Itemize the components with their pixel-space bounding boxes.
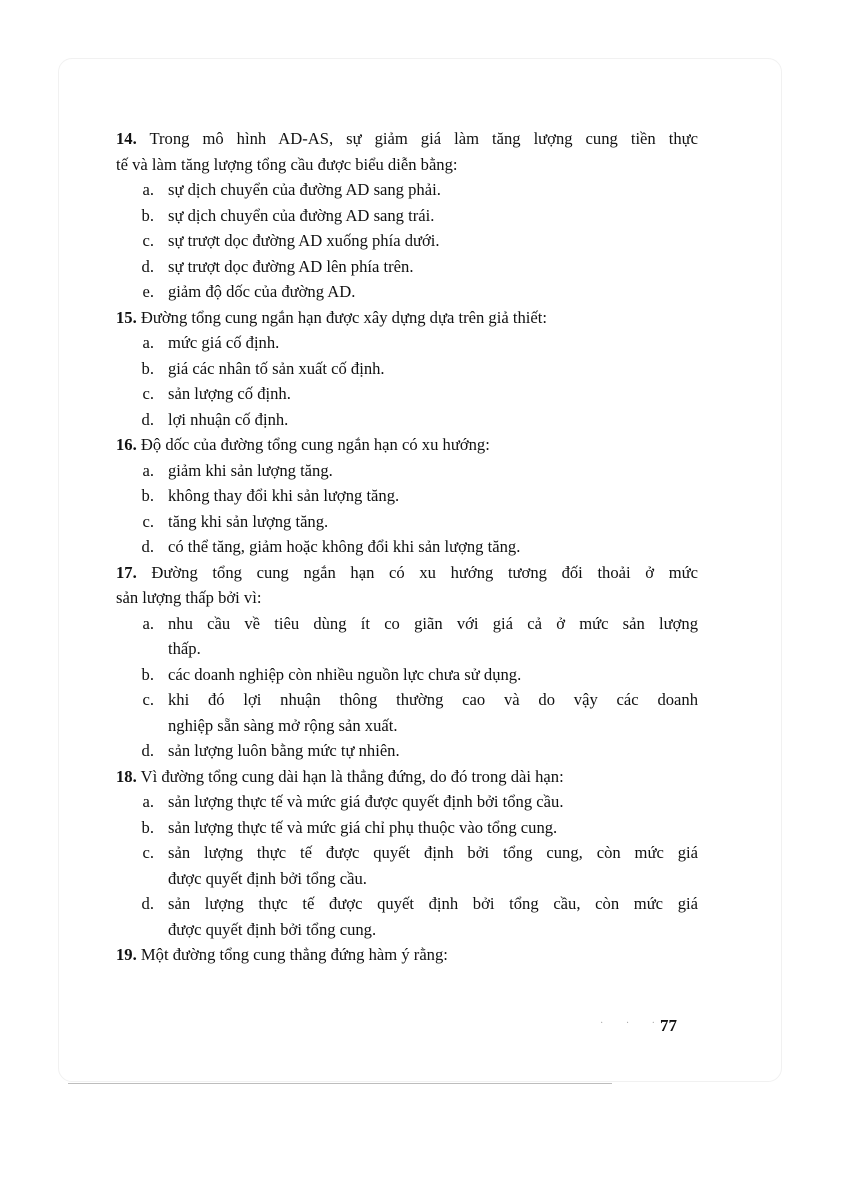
scan-specks: · · · bbox=[600, 1018, 665, 1029]
option-letter: b. bbox=[141, 358, 154, 378]
option-letter: c. bbox=[142, 843, 154, 862]
option-text-line: khi đó lợi nhuận thông thường cao và do vậy các doanh bbox=[168, 690, 698, 709]
question-number: 18. bbox=[116, 766, 137, 786]
option-letter: a. bbox=[142, 180, 154, 199]
question-number: 14. bbox=[116, 129, 137, 148]
option-text: giá các nhân tố sản xuất cố định. bbox=[168, 358, 385, 378]
option-item bbox=[116, 254, 698, 280]
option-letter: b. bbox=[141, 205, 154, 225]
option-item bbox=[116, 815, 698, 841]
question-text-line: Vì đường tổng cung dài hạn là thẳng đứng, do đó trong dài hạn: bbox=[140, 766, 564, 786]
question-17 bbox=[116, 560, 698, 764]
option-item bbox=[116, 228, 698, 254]
question-number: 15. bbox=[116, 307, 137, 327]
option-text: có thể tăng, giảm hoặc không đổi khi sản lượng tăng. bbox=[168, 537, 521, 556]
option-text: sự trượt dọc đường AD lên phía trên. bbox=[168, 256, 414, 276]
option-text-line: được quyết định bởi tổng cầu. bbox=[168, 868, 367, 888]
option-item bbox=[116, 203, 698, 229]
option-text: sự trượt dọc đường AD xuống phía dưới. bbox=[168, 231, 440, 250]
option-text-line: nghiệp sẵn sàng mở rộng sản xuất. bbox=[168, 715, 398, 735]
question-18 bbox=[116, 764, 698, 943]
option-letter: a. bbox=[142, 460, 154, 480]
option-letter: c. bbox=[142, 690, 154, 709]
option-item bbox=[116, 738, 698, 764]
option-text: sản lượng luôn bằng mức tự nhiên. bbox=[168, 741, 400, 760]
option-text: sản lượng thực tế và mức giá chỉ phụ thuộc vào tổng cung. bbox=[168, 817, 558, 837]
question-number: 19. bbox=[116, 945, 137, 964]
option-text-line: nhu cầu về tiêu dùng ít co giãn với giá cả ở mức sản lượng bbox=[168, 613, 698, 633]
option-text: mức giá cố định. bbox=[168, 333, 280, 352]
question-14 bbox=[116, 126, 698, 305]
option-item bbox=[116, 330, 698, 356]
option-text: giảm khi sản lượng tăng. bbox=[168, 460, 333, 480]
question-number: 17. bbox=[116, 562, 137, 582]
question-number: 16. bbox=[116, 435, 137, 454]
option-letter: c. bbox=[142, 231, 154, 250]
option-text-line: sản lượng thực tế được quyết định bởi tổng cầu, còn mức giá bbox=[168, 894, 698, 913]
option-text: giảm độ dốc của đường AD. bbox=[168, 282, 356, 301]
option-item bbox=[116, 177, 698, 203]
option-item bbox=[116, 687, 698, 738]
option-item bbox=[116, 611, 698, 662]
option-text: sự dịch chuyển của đường AD sang trái. bbox=[168, 205, 435, 225]
question-list bbox=[116, 126, 698, 968]
question-15 bbox=[116, 305, 698, 433]
option-letter: d. bbox=[141, 894, 154, 913]
option-item bbox=[116, 891, 698, 942]
option-item bbox=[116, 483, 698, 509]
option-letter: c. bbox=[142, 511, 154, 531]
option-item bbox=[116, 356, 698, 382]
question-text-line: sản lượng thấp bởi vì: bbox=[116, 588, 262, 607]
question-19 bbox=[116, 942, 698, 968]
option-text: tăng khi sản lượng tăng. bbox=[168, 511, 329, 531]
question-text-line: Trong mô hình AD-AS, sự giảm giá làm tăng lượng cung tiền thực bbox=[149, 129, 698, 148]
option-text: không thay đổi khi sản lượng tăng. bbox=[168, 486, 400, 505]
option-letter: c. bbox=[142, 384, 154, 403]
option-letter: a. bbox=[142, 613, 154, 633]
option-text: sản lượng thực tế và mức giá được quyết định bởi tổng cầu. bbox=[168, 792, 564, 811]
option-text-line: thấp. bbox=[168, 639, 201, 658]
question-text-line: Đường tổng cung ngắn hạn có xu hướng tương đối thoải ở mức bbox=[151, 562, 698, 582]
option-letter: b. bbox=[141, 817, 154, 837]
page-number: 77 bbox=[660, 1016, 677, 1035]
option-text: các doanh nghiệp còn nhiều nguồn lực chưa sử dụng. bbox=[168, 664, 522, 684]
option-letter: d. bbox=[141, 741, 154, 760]
option-letter: d. bbox=[141, 537, 154, 556]
option-text-line: sản lượng thực tế được quyết định bởi tổng cung, còn mức giá bbox=[168, 843, 698, 862]
option-item bbox=[116, 458, 698, 484]
option-letter: a. bbox=[142, 792, 154, 811]
option-text: sự dịch chuyển của đường AD sang phải. bbox=[168, 180, 441, 199]
question-text-line: Độ dốc của đường tổng cung ngắn hạn có xu hướng: bbox=[140, 435, 490, 454]
option-letter: e. bbox=[142, 282, 154, 301]
option-letter: a. bbox=[142, 333, 154, 352]
option-letter: d. bbox=[141, 256, 154, 276]
option-item bbox=[116, 534, 698, 560]
option-text: sản lượng cố định. bbox=[168, 384, 291, 403]
option-item bbox=[116, 381, 698, 407]
option-item bbox=[116, 279, 698, 305]
question-16 bbox=[116, 432, 698, 560]
option-letter: d. bbox=[141, 409, 154, 429]
option-item bbox=[116, 840, 698, 891]
option-text: lợi nhuận cố định. bbox=[168, 409, 289, 429]
bottom-rule bbox=[68, 1083, 612, 1084]
option-item bbox=[116, 407, 698, 433]
option-text-line: được quyết định bởi tổng cung. bbox=[168, 919, 377, 939]
option-item bbox=[116, 789, 698, 815]
option-item bbox=[116, 662, 698, 688]
question-text-line: Đường tổng cung ngắn hạn được xây dựng dựa trên giả thiết: bbox=[140, 307, 547, 327]
question-text-line: Một đường tổng cung thẳng đứng hàm ý rằng: bbox=[140, 945, 448, 964]
option-letter: b. bbox=[141, 664, 154, 684]
option-letter: b. bbox=[141, 486, 154, 505]
option-item bbox=[116, 509, 698, 535]
question-text-line: tế và làm tăng lượng tổng cầu được biểu diễn bằng: bbox=[116, 154, 458, 174]
